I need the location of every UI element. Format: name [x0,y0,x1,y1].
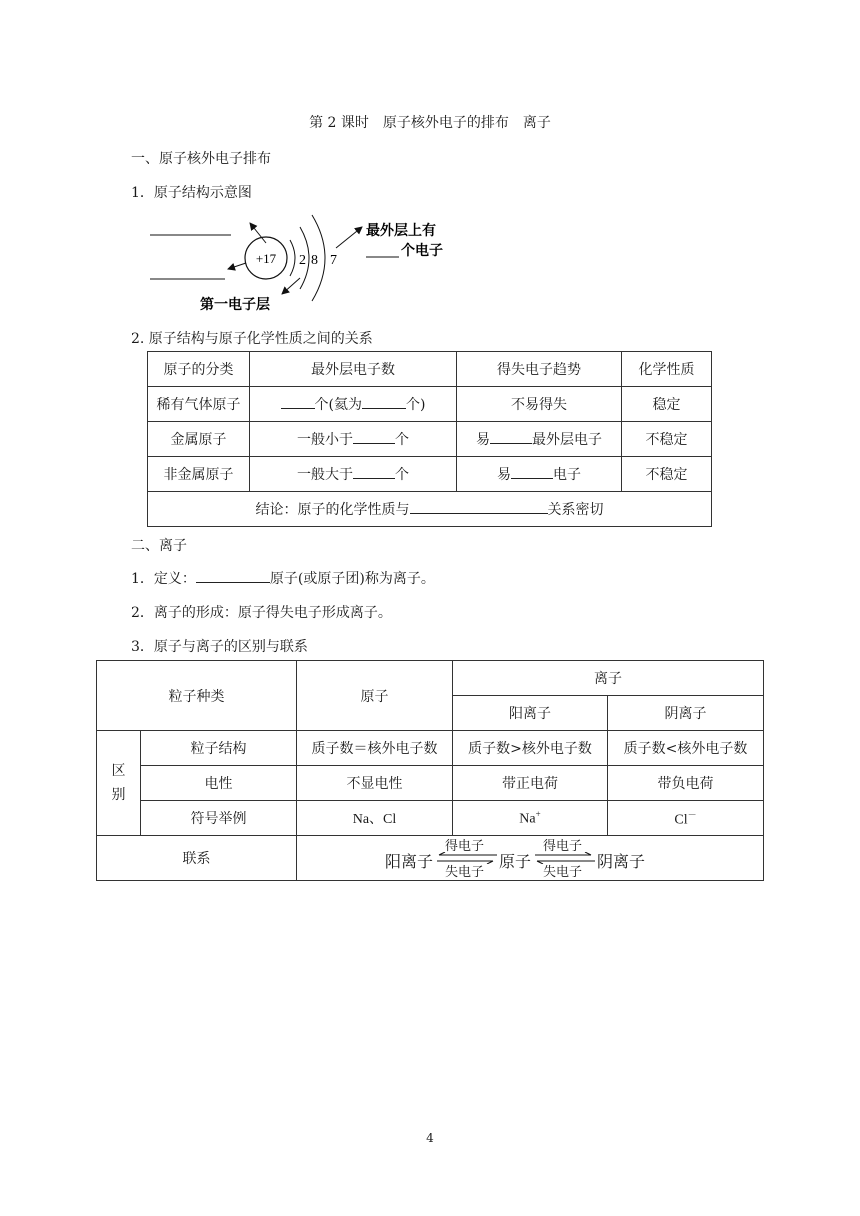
first-layer-arrow [282,278,300,294]
table-cell: 非金属原子 [148,457,250,492]
relation-row [97,836,764,881]
section1-item1: 1．原子结构示意图 [131,185,252,201]
table-cell: 带正电荷 [453,766,608,801]
atom-ion-comparison-table [96,660,764,881]
cell-text: 易 [497,467,511,483]
table-cell: 质子数<核外电子数 [608,731,764,766]
table-row [97,731,764,766]
reversible-arrow-icon [435,852,499,864]
ion-symbol: Cl [674,812,688,828]
fill-blank [362,394,406,409]
table-cell [457,457,622,492]
reversible-arrow-icon [533,852,597,864]
atom-properties-table [147,351,712,527]
table-row [97,766,764,801]
relation-lose-2: 失电子 [543,865,583,880]
fill-blank [196,568,270,583]
header-atom: 原子 [297,661,453,731]
table-cell [608,801,764,836]
item-text: 1．定义： [131,571,196,587]
table-header-cell: 得失电子趋势 [457,352,622,387]
header-ion: 离子 [453,661,764,696]
table-cell: 金属原子 [148,422,250,457]
section1-heading: 一、原子核外电子排布 [131,151,271,167]
difference-label [97,731,141,836]
nucleus-charge: +17 [255,251,277,266]
cell-text: 一般小于 [297,432,353,448]
shell-count-2: 8 [311,253,318,268]
row-label: 粒子结构 [141,731,297,766]
cell-text: 个 [395,432,409,448]
table-cell: 不易得失 [457,387,622,422]
row-label: 符号举例 [141,801,297,836]
cell-text: 易 [476,432,490,448]
conclusion-text: 关系密切 [547,502,604,518]
table-cell: 不稳定 [622,457,712,492]
table-cell: 质子数>核外电子数 [453,731,608,766]
first-layer-label: 第一电子层 [200,297,270,313]
section1-item2: 2. 原子结构与原子化学性质之间的关系 [131,331,373,347]
fill-blank [490,429,532,444]
table-header-row [148,352,712,387]
cell-text: 一般大于 [297,467,353,483]
table-cell [453,801,608,836]
fill-blank [410,499,548,514]
table-header-row [97,661,764,696]
table-row [97,801,764,836]
table-cell [457,422,622,457]
relation-anion: 阴离子 [597,852,646,871]
table-row [148,457,712,492]
table-row [148,387,712,422]
table-cell: 稳定 [622,387,712,422]
section2-item1 [131,568,435,588]
cell-text: 电子 [553,467,581,483]
table-cell: 稀有气体原子 [148,387,250,422]
item-text: 原子(或原子团)称为离子。 [269,571,435,587]
table-cell: 质子数＝核外电子数 [297,731,453,766]
table-cell: 带负电荷 [608,766,764,801]
cell-text: 个(氦为 [314,397,362,413]
conclusion-text: 结论：原子的化学性质与 [255,502,410,518]
header-cation: 阳离子 [453,696,608,731]
ion-charge: － [687,809,697,820]
relation-atom: 原子 [499,852,532,871]
page-title: 第 2 课时 原子核外电子的排布 离子 [309,115,551,131]
relation-gain-1: 得电子 [445,839,485,854]
table-cell [250,457,457,492]
atom-structure-diagram [140,205,470,315]
relation-cell [297,836,764,881]
table-header-cell: 化学性质 [622,352,712,387]
shell-arc-1 [290,240,295,276]
nucleus-arrow [250,223,266,243]
difference-char: 区 [111,763,126,779]
table-header-cell: 原子的分类 [148,352,250,387]
difference-char: 别 [111,787,126,803]
table-cell [250,422,457,457]
table-cell: 不显电性 [297,766,453,801]
section2-item2: 2．离子的形成：原子得失电子形成离子。 [131,605,392,621]
cell-text: 最外层电子 [532,432,602,448]
shell-count-3: 7 [330,253,337,268]
fill-blank [281,394,315,409]
conclusion-cell [148,492,712,527]
header-particle-type: 粒子种类 [97,661,297,731]
shell-count-1: 2 [299,253,306,268]
header-anion: 阴离子 [608,696,764,731]
proton-arrow [228,263,246,269]
table-row [148,422,712,457]
ion-charge: + [535,808,541,819]
relation-diagram [385,838,655,878]
cell-text: 个 [395,467,409,483]
relation-lose-1: 失电子 [445,865,485,880]
row-label: 电性 [141,766,297,801]
table-header-cell: 最外层电子数 [250,352,457,387]
relation-gain-2: 得电子 [543,839,583,854]
fill-blank [353,464,395,479]
outer-shell-suffix: 个电子 [401,243,443,259]
fill-blank [511,464,553,479]
fill-blank [353,429,395,444]
table-cell: Na、Cl [297,801,453,836]
relation-label: 联系 [97,836,297,881]
outer-shell-arrow [336,227,362,248]
ion-symbol: Na [519,811,536,827]
table-cell [250,387,457,422]
table-cell: 不稳定 [622,422,712,457]
outer-shell-label: 最外层上有 [366,223,436,239]
relation-cation: 阳离子 [385,852,434,871]
section2-heading: 二、离子 [131,538,187,554]
page-number: 4 [426,1131,434,1145]
cell-text: 个) [406,397,426,413]
table-conclusion-row [148,492,712,527]
section2-item3: 3．原子与离子的区别与联系 [131,639,308,655]
